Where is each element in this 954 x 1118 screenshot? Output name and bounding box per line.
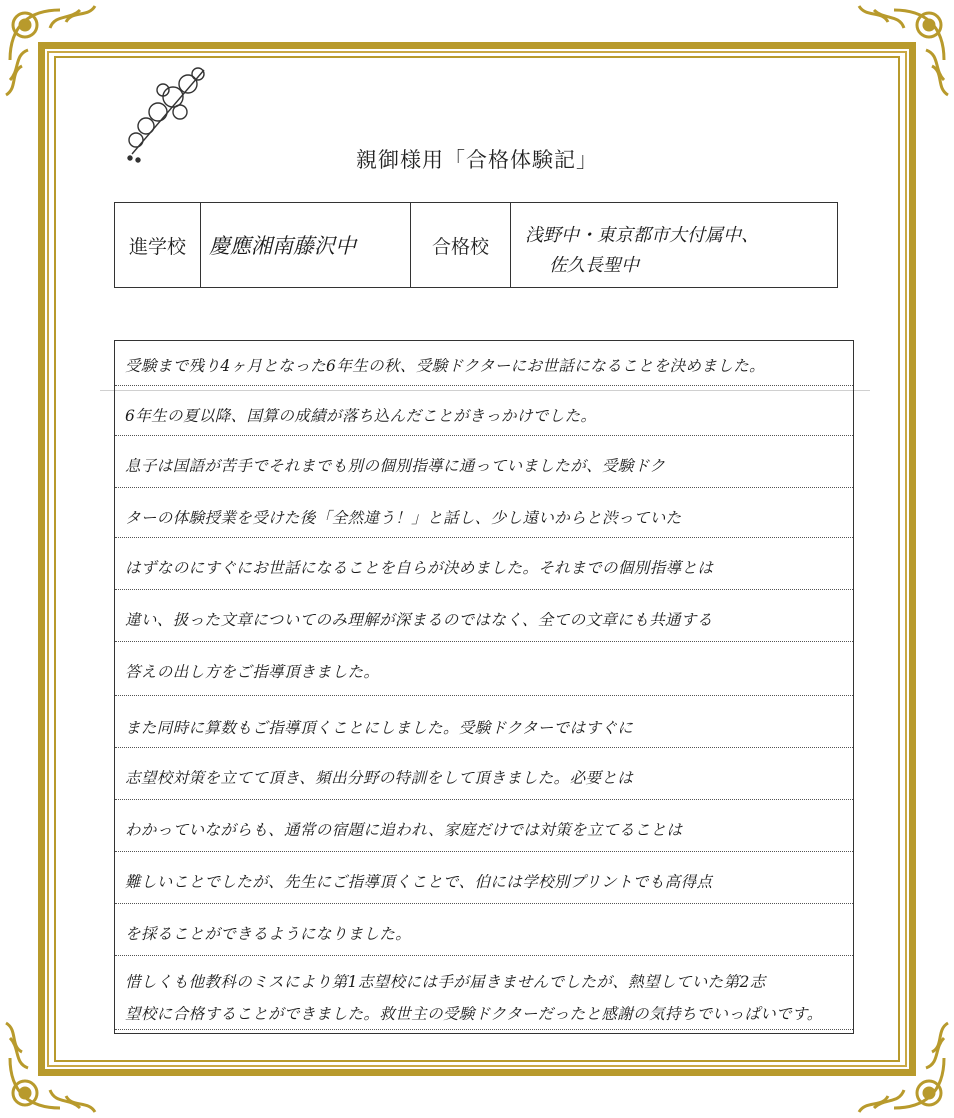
essay-line: 息子は国語が苦手でそれまでも別の個別指導に通っていましたが、受験ドク xyxy=(125,457,666,475)
ruled-line xyxy=(115,435,853,436)
ruled-line xyxy=(115,537,853,538)
ruled-line xyxy=(115,695,853,696)
essay-line: 志望校対策を立てて頂き、頻出分野の特訓をして頂きました。必要とは xyxy=(125,769,634,787)
ruled-line xyxy=(115,487,853,488)
essay-line: 違い、扱った文章についてのみ理解が深まるのではなく、全ての文章にも共通する xyxy=(125,611,713,629)
essay-line: 望校に合格することができました。救世主の受験ドクターだったと感謝の気持ちでいっぱいです。 xyxy=(125,1005,823,1023)
ruled-line xyxy=(115,955,853,956)
essay-line: わかっていながらも、通常の宿題に追われ、家庭だけでは対策を立てることは xyxy=(125,821,683,839)
info-table xyxy=(114,202,838,288)
value-passed xyxy=(511,203,837,287)
corner-ornament-icon xyxy=(844,1008,954,1118)
label-passed: 合格校 xyxy=(411,203,511,287)
essay-line: また同時に算数もご指導頂くことにしました。受験ドクターではすぐに xyxy=(125,719,634,737)
ruled-line xyxy=(115,641,853,642)
essay-line: 難しいことでしたが、先生にご指導頂くことで、伯には学校別プリントでも高得点 xyxy=(125,873,713,891)
label-school: 進学校 xyxy=(115,203,201,287)
ruled-line xyxy=(115,903,853,904)
essay-line: 答えの出し方をご指導頂きました。 xyxy=(125,663,380,681)
essay-box xyxy=(114,340,854,1034)
value-passed-line2: 佐久長聖中 xyxy=(549,255,639,276)
essay-line: を採ることができるようになりました。 xyxy=(125,925,412,943)
essay-line: 惜しくも他教科のミスにより第1志望校には手が届きませんでしたが、熱望していた第2志 xyxy=(125,973,766,991)
ruled-line xyxy=(115,851,853,852)
ruled-line xyxy=(115,1029,853,1030)
value-school: 慶應湘南藤沢中 xyxy=(201,203,411,287)
essay-line: ターの体験授業を受けた後「全然違う！」と話し、少し遠いからと渋っていた xyxy=(125,509,682,527)
essay-line: 6年生の夏以降、国算の成績が落ち込んだことがきっかけでした。 xyxy=(125,407,597,425)
ruled-line xyxy=(115,799,853,800)
ruled-line xyxy=(115,747,853,748)
corner-ornament-icon xyxy=(844,0,954,110)
corner-ornament-icon xyxy=(0,1008,110,1118)
ruled-line xyxy=(115,385,853,386)
page-title: 親御様用「合格体験記」 xyxy=(356,148,598,172)
essay-line: 受験まで残り4ヶ月となった6年生の秋、受験ドクターにお世話になることを決めました。 xyxy=(125,357,766,375)
value-passed-line1: 浅野中・東京都市大付属中、 xyxy=(525,225,759,246)
essay-line: はずなのにすぐにお世話になることを自らが決めました。それまでの個別指導とは xyxy=(125,559,714,577)
corner-ornament-icon xyxy=(0,0,110,110)
ruled-line xyxy=(115,589,853,590)
